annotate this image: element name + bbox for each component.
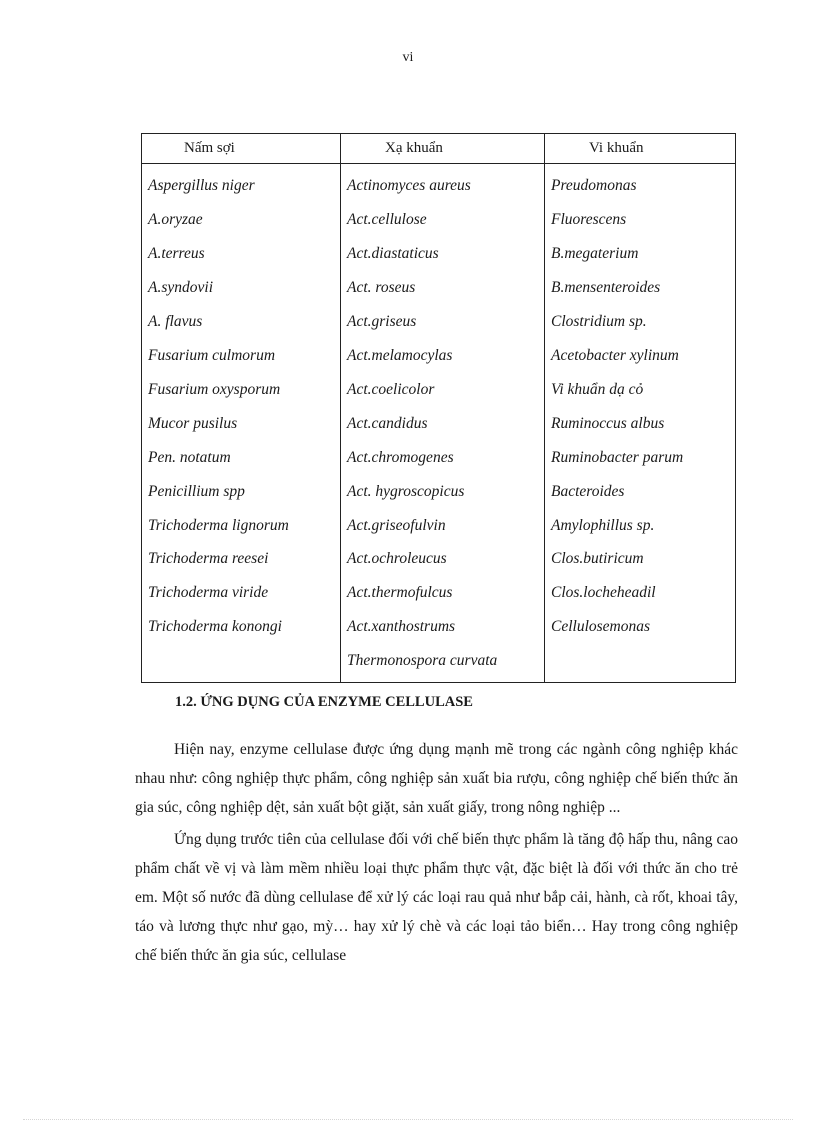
species-name: Acetobacter xylinum — [551, 346, 679, 364]
section-heading: 1.2. ỨNG DỤNG CỦA ENZYME CELLULASE — [175, 694, 473, 710]
page-bottom-divider — [23, 1119, 793, 1120]
fungi-column — [142, 164, 341, 683]
species-name: Clostridium sp. — [551, 312, 647, 330]
species-name: Fusarium culmorum — [148, 346, 276, 364]
species-name: Act.griseofulvin — [347, 516, 446, 534]
species-name: Trichoderma lignorum — [148, 516, 289, 534]
paragraph: Ứng dụng trước tiên của cellulase đối với chế biến thực phẩm là tăng độ hấp thu, nâng cao phẩm chất về vị và làm mềm nhiều loại thực phẩm thực vật, đặc biệt là đối với thức ăn cho trẻ em. Một số nước đã dùng cellulase để xử lý các loại rau quả như bắp cải, hành, cà rốt, khoai tây, táo và lương thực như gạo, mỳ… hay xử lý chè và các loại tảo biển… Hay trong công nghiệp chế biến thức ăn gia súc, cellulase — [135, 831, 738, 964]
body-text — [135, 735, 738, 973]
species-name: Act.cellulose — [347, 210, 427, 228]
species-name: Trichoderma konongi — [148, 618, 282, 636]
species-name: Act.chromogenes — [347, 448, 454, 466]
table-header-row — [142, 134, 736, 164]
species-name: Act.candidus — [347, 414, 428, 432]
species-name: Act.diastaticus — [347, 244, 439, 262]
species-name: Fusarium oxysporum — [148, 380, 281, 398]
species-name: A.syndovii — [148, 278, 213, 296]
species-name: Trichoderma reesei — [148, 550, 269, 568]
species-name: Clos.butiricum — [551, 550, 644, 568]
table-body-row — [142, 164, 736, 683]
species-name: A.terreus — [148, 244, 205, 262]
species-name: Mucor pusilus — [148, 414, 238, 432]
bacteria-column — [545, 164, 736, 683]
species-name: Aspergillus niger — [148, 177, 255, 194]
species-name: B.megaterium — [551, 244, 639, 262]
species-name: A. flavus — [148, 312, 203, 330]
species-name: Act.griseus — [347, 312, 417, 330]
species-name: Actinomyces aureus — [347, 177, 471, 194]
species-name: Thermonospora curvata — [347, 652, 498, 670]
species-name: Act.xanthostrums — [347, 618, 456, 636]
species-name: Act. roseus — [347, 278, 416, 296]
species-name: Act.coelicolor — [347, 380, 435, 398]
page-number: vi — [402, 50, 414, 65]
species-name: Clos.locheheadil — [551, 584, 656, 602]
species-name: Bacteroides — [551, 482, 625, 500]
header-actinomycetes: Xạ khuẩn — [341, 134, 545, 164]
species-name: B.mensenteroides — [551, 278, 661, 296]
microorganism-table — [141, 133, 736, 683]
species-name: Trichoderma viride — [148, 584, 269, 602]
species-name: Pen. notatum — [148, 448, 231, 466]
species-name: A.oryzae — [148, 210, 203, 228]
header-fungi: Nấm sợi — [142, 134, 341, 164]
species-name: Amylophillus sp. — [551, 516, 655, 534]
species-name: Fluorescens — [551, 210, 627, 228]
species-name: Act.ochroleucus — [347, 550, 447, 568]
species-name: Cellulosemonas — [551, 618, 651, 636]
species-name: Ruminobacter parum — [551, 448, 684, 466]
species-name: Act.thermofulcus — [347, 584, 453, 602]
species-name: Act.melamocylas — [347, 346, 453, 364]
species-name: Preudomonas — [551, 177, 637, 194]
paragraph: Hiện nay, enzyme cellulase được ứng dụng mạnh mẽ trong các ngành công nghiệp khác nhau như: công nghiệp thực phẩm, công nghiệp sản xuất bia rượu, công nghiệp chế biến thức ăn gia súc, công nghiệp dệt, sản xuất bột giặt, sản xuất giấy, trong nông nghiệp ... — [135, 741, 738, 816]
species-name: Vi khuẩn dạ cỏ — [551, 380, 644, 398]
header-bacteria: Vi khuẩn — [545, 134, 736, 164]
species-name: Penicillium spp — [148, 482, 245, 500]
actinomycetes-column — [341, 164, 545, 683]
species-name: Ruminoccus albus — [551, 414, 665, 432]
species-name: Act. hygroscopicus — [347, 482, 465, 500]
